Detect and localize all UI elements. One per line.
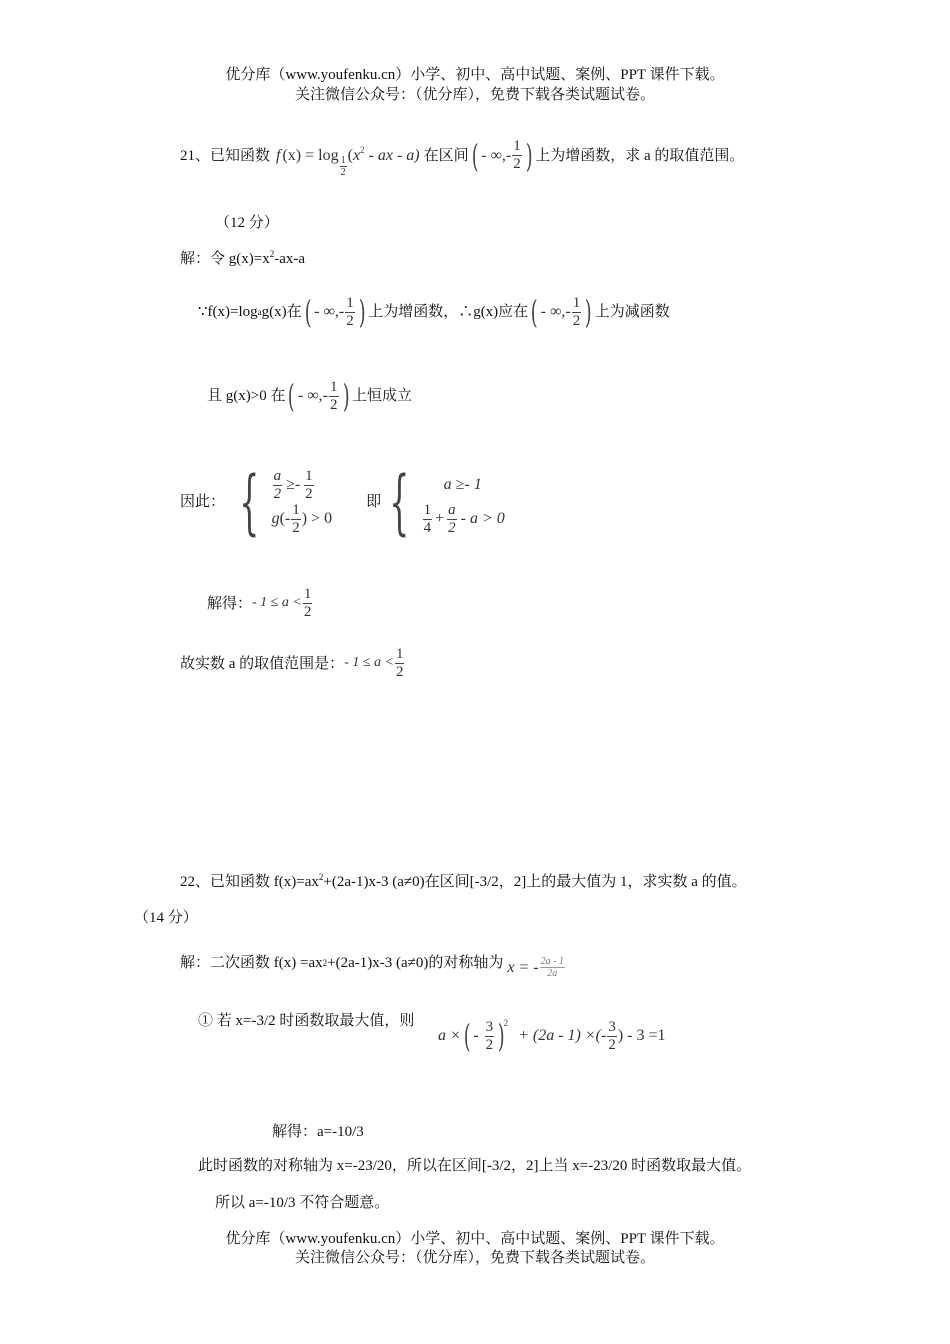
half-num: 1 [303, 586, 312, 602]
because-text-c: 上为增函数，∴g(x)应在 [368, 304, 529, 320]
interval-close-paren: ) [525, 136, 533, 175]
q21-and-line [207, 376, 412, 416]
ie-label: 即 [366, 494, 382, 510]
ie-row-1: a ≥- 1 [443, 476, 482, 494]
eq-num-2: 3 [608, 1018, 616, 1035]
eq-three-halves-2 [607, 1019, 617, 1054]
log-arg-rest: - ax - a) [368, 146, 420, 164]
g-open: (- [279, 510, 291, 528]
a-over-2 [273, 468, 283, 503]
q21-mid: 在区间 [423, 147, 469, 164]
left-brace: { [389, 461, 410, 543]
interval-half [345, 295, 355, 330]
q21-hence-systems [180, 462, 505, 542]
header-line-2: 关注微信公众号：（优分库），免费下载各类试题试卷。 [294, 87, 655, 103]
log-arg-open: ( [347, 146, 353, 164]
log-base [340, 155, 347, 178]
interval-open-paren: ( [530, 293, 538, 331]
a-den: 2 [273, 485, 282, 502]
interval-close-paren: ) [342, 377, 350, 415]
system-1 [272, 468, 333, 536]
g-half [291, 502, 301, 537]
conclusion-ineq: - 1 ≤ a < [344, 655, 394, 671]
a-half [447, 502, 457, 537]
eq-den: 2 [485, 1036, 494, 1053]
half-num: 1 [346, 294, 354, 311]
system-2-row-2 [422, 502, 505, 536]
eq-open-paren: ( [463, 1017, 471, 1055]
half-num: 1 [395, 646, 404, 662]
q22-stem-sup: 2 [318, 872, 324, 882]
log-symbol: log [318, 146, 339, 164]
sol-lead-sup: 2 [269, 249, 275, 259]
q22-sol-b: +(2a-1)x-3 (a≠0)的对称轴为 [327, 954, 504, 971]
axis-fraction [540, 956, 565, 979]
interval-left: - ∞,- [314, 303, 345, 321]
interval-open-paren: ( [288, 377, 296, 415]
half-num: 1 [513, 138, 521, 154]
solve-label: 解得： [207, 595, 253, 612]
q21-solve-line [207, 586, 313, 621]
a-half-num: a [448, 501, 456, 518]
a-num: a [273, 467, 282, 484]
sol-lead-text: 解：令 g(x)=x [180, 251, 270, 267]
eq-close-paren: ) [497, 1017, 505, 1055]
quarter-num: 1 [423, 501, 432, 518]
eq-three-halves [485, 1019, 495, 1054]
interval-left: - ∞,- [481, 146, 512, 164]
rhs-half [304, 468, 314, 503]
log-base-den: 2 [340, 167, 346, 178]
because-text-d: 上为减函数 [594, 304, 670, 320]
q22-case-1-line [198, 1012, 414, 1030]
interval-open-paren: ( [471, 136, 479, 175]
hence-label: 因此： [180, 494, 226, 510]
system-2-row-1 [422, 468, 505, 502]
q21-lead: 21、已知函数 [180, 147, 271, 164]
q21-conclusion-line [180, 646, 405, 681]
g-symbol: g [271, 510, 280, 528]
q22-reject: 所以 a=-10/3 不符合题意。 [215, 1195, 390, 1211]
half-den: 2 [303, 604, 312, 620]
q22-score: （14 分） [134, 910, 198, 926]
q22-sol-a: 解：二次函数 f(x) =ax [180, 954, 323, 971]
q21-tail: 上为增函数，求 a 的取值范围。 [535, 147, 745, 164]
q22-axis-note: 此时函数的对称轴为 x=-23/20，所以在区间[-3/2，2]上当 x=-23/20 时函数取最大值。 [198, 1158, 752, 1174]
quarter [423, 502, 433, 537]
half-num: 1 [572, 294, 581, 311]
log-base-num: 1 [340, 155, 346, 166]
eq-mid: + (2a - 1) ×(- [518, 1027, 607, 1045]
q22-stem-a: 22、已知函数 f(x)=ax [180, 874, 319, 890]
x-var: x [352, 146, 361, 164]
half-den: 2 [330, 396, 338, 413]
because-text-b: g(x)在 [261, 304, 302, 320]
eq-a-times: a × [438, 1027, 461, 1045]
interval-open-paren: ( [304, 293, 312, 331]
system-1-row-1 [272, 468, 333, 502]
left-brace: { [239, 461, 260, 543]
and-text-a: 且 g(x)>0 在 [207, 388, 286, 404]
ie-row-2-tail: - a > 0 [460, 510, 505, 528]
q21-solution-lead [180, 250, 305, 268]
half-den: 2 [572, 312, 581, 329]
q22-solution-line: 解：二次函数 f(x) =ax 2 +(2a-1)x-3 (a≠0)的对称轴为 x = - $\frac{2a - 1}{2a}$ [180, 954, 564, 979]
q21-stem: 21、已知函数 f (x) = log $\frac{1}{2}$ ( x 2 - ax - a) 在区间 ( - ∞,- $\frac{1}{2}$ ) 上为增函数，求 a 的取值范围。 [180, 136, 745, 178]
quarter-den: 4 [423, 519, 432, 536]
sol-lead-tail: -ax-a [274, 251, 306, 267]
conclusion-label: 故实数 a 的取值范围是： [180, 655, 345, 672]
rhs-den: 2 [305, 485, 313, 502]
and-text-b: 上恒成立 [351, 388, 412, 404]
q22-solved: 解得：a=-10/3 [272, 1124, 364, 1140]
f-symbol: f [276, 146, 281, 164]
interval-half [512, 138, 522, 173]
q21-score: （12 分） [215, 215, 279, 231]
half-num: 1 [330, 378, 338, 395]
eq-minus: - [473, 1027, 479, 1045]
interval-close-paren: ) [585, 293, 592, 331]
footer-line-1: 优分库（www.youfenku.cn）小学、初中、高中试题、案例、PPT 课件下载。 [225, 1231, 725, 1247]
ge-minus: ≥- [286, 476, 301, 494]
f-paren-x: (x) = [282, 146, 315, 164]
eq-num: 3 [485, 1018, 494, 1035]
header-line-1: 优分库（www.youfenku.cn）小学、初中、高中试题、案例、PPT 课件下载。 [225, 67, 725, 83]
eq-tail: ) - 3 =1 [617, 1027, 666, 1045]
system-1-row-2 [272, 502, 333, 536]
interval-half [572, 295, 582, 330]
g-den: 2 [292, 519, 300, 536]
half-den: 2 [395, 664, 404, 680]
because-text-a: ∵f(x)=log [198, 304, 258, 320]
g-num: 1 [292, 501, 300, 518]
conclusion-half [395, 646, 405, 681]
q22-stem [180, 873, 747, 891]
solve-half [303, 586, 313, 621]
plus: + [435, 510, 445, 528]
axis-prefix: x = - [507, 958, 539, 976]
a-half-den: 2 [448, 519, 456, 536]
footer-line-2: 关注微信公众号：（优分库），免费下载各类试题试卷。 [294, 1250, 655, 1266]
axis-num: 2a - 1 [540, 956, 564, 967]
q21-because-line: ∵f(x)=log a g(x)在 ( - ∞,- $\frac{1}{2}$ ) 上为增函数，∴g(x)应在 ( - ∞,- $\frac{1}{2}$ ) 上为减函数 [198, 293, 670, 331]
half-den: 2 [346, 312, 354, 329]
q22-case-1-equation: a × ( - $\frac{3}{2}$ ) 2 + (2a - 1) ×(- $\frac{3}{2}$ ) - 3 =1 [438, 1017, 666, 1055]
rhs-num: 1 [305, 467, 313, 484]
half-den: 2 [513, 156, 521, 172]
system-2 [422, 468, 505, 536]
interval-half [329, 379, 339, 414]
solve-ineq: - 1 ≤ a < [252, 595, 302, 611]
interval-left: - ∞,- [540, 303, 571, 321]
interval-close-paren: ) [358, 293, 366, 331]
interval-left: - ∞,- [297, 387, 328, 405]
axis-den: 2a [547, 968, 558, 979]
g-close: ) > 0 [301, 510, 333, 528]
eq-den-2: 2 [608, 1036, 616, 1053]
q22-stem-b: +(2a-1)x-3 (a≠0)在区间[-3/2，2]上的最大值为 1，求实数 a 的值。 [323, 874, 747, 890]
case-1-text: ① 若 x=-3/2 时函数取最大值，则 [198, 1013, 415, 1029]
